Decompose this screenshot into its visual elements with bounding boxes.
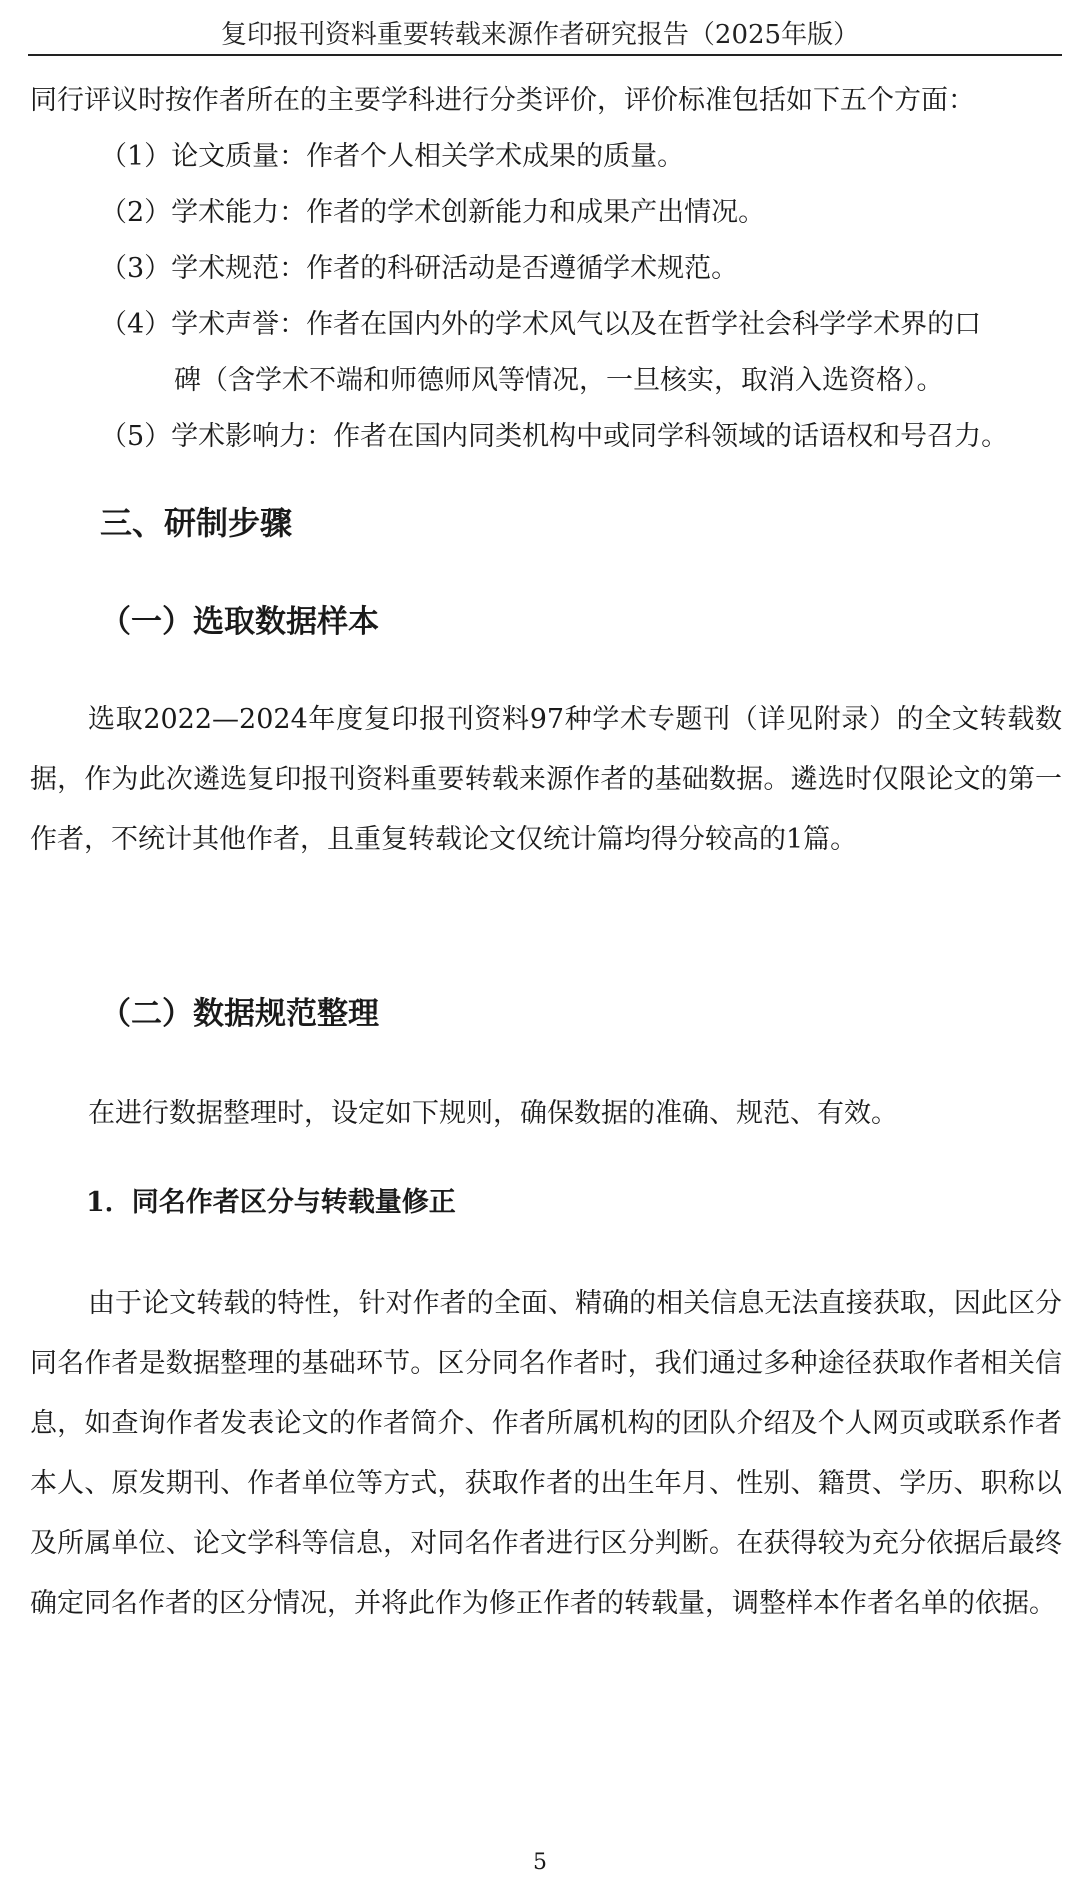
same-name-authors-paragraph: 由于论文转载的特性，针对作者的全面、精确的相关信息无法直接获取，因此区分同名作者是数据整理的基础环节。区分同名作者时，我们通过多种途径获取作者相关信息，如查询作者发表论文的作者简介、作者所属机构的团队介绍及个人网页或联系作者本人、原发期刊、作者单位等方式，获取作者的出生年月、性别、籍贯、学历、职称以及所属单位、论文学科等信息，对同名作者进行区分判断。在获得较为充分依据后最终确定同名作者的区分情况，并将此作为修正作者的转载量，调整样本作者名单的依据。 [30,1288,1062,1619]
subsection-heading-2: （二）数据规范整理 [100,996,379,1032]
section-heading-3: 三、研制步骤 [100,504,293,542]
subsection-heading-1: （一）选取数据样本 [100,604,379,640]
header-rule [28,54,1062,56]
criterion-5: （5）学术影响力：作者在国内同类机构中或同学科领域的话语权和号召力。 [100,421,1009,452]
criterion-3: （3）学术规范：作者的科研活动是否遵循学术规范。 [100,253,739,284]
criterion-2: （2）学术能力：作者的学术创新能力和成果产出情况。 [100,197,766,228]
page-number: 5 [533,1850,547,1875]
data-rules-paragraph: 在进行数据整理时，设定如下规则，确保数据的准确、规范、有效。 [88,1098,898,1129]
running-header: 复印报刊资料重要转载来源作者研究报告（2025年版） [220,20,860,50]
intro-paragraph: 同行评议时按作者所在的主要学科进行分类评价，评价标准包括如下五个方面： [30,85,975,116]
data-sample-paragraph: 选取2022—2024年度复印报刊资料97种学术专题刊（详见附录）的全文转载数据，作为此次遴选复印报刊资料重要转载来源作者的基础数据。遴选时仅限论文的第一作者，不统计其他作者，且重复转载论文仅统计篇均得分较高的1篇。 [30,704,1062,855]
criterion-4-continued: 碑（含学术不端和师德师风等情况，一旦核实，取消入选资格）。 [174,365,944,396]
criterion-1: （1）论文质量：作者个人相关学术成果的质量。 [100,141,685,172]
item-heading-1: 1．同名作者区分与转载量修正 [86,1187,456,1218]
criterion-4: （4）学术声誉：作者在国内外的学术风气以及在哲学社会科学学术界的口 [100,309,982,340]
